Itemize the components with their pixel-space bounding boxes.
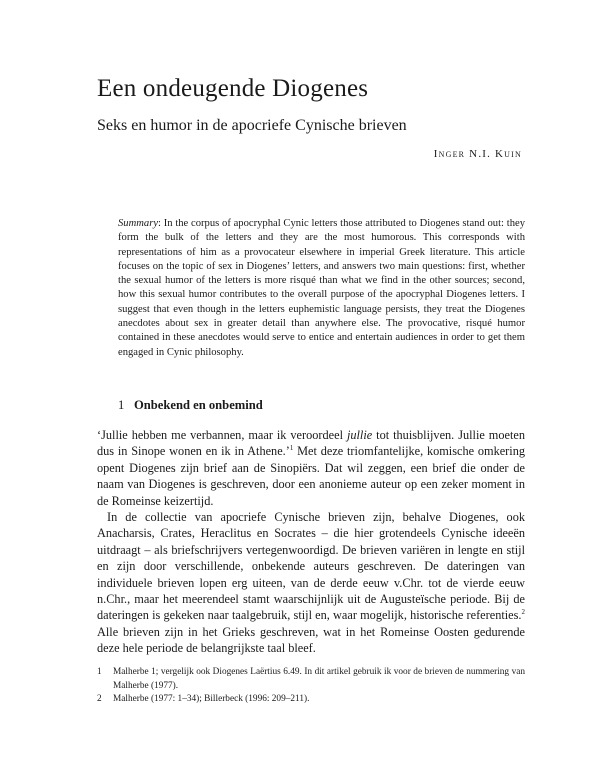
article-subtitle: Seks en humor in de apocriefe Cynische brieven [97, 117, 407, 134]
footnote-number: 2 [97, 694, 102, 704]
footnote-ref-2[interactable]: 2 [521, 608, 525, 617]
footnote [97, 693, 525, 707]
paragraph-1 [97, 427, 525, 509]
article-author: Inger N.I. Kuin [433, 148, 522, 160]
footnote-ref-1[interactable]: 1 [289, 444, 294, 453]
section-heading [118, 398, 263, 413]
emphasis: jullie [346, 428, 373, 442]
footnotes [97, 666, 525, 707]
article-title: Een ondeugende Diogenes [97, 75, 369, 102]
text-run: tot thuisblijven. Jullie moeten dus in Sinope wonen en ik in Athene.’ [97, 428, 525, 459]
footnote-text: Malherbe (1977: 1–34); Billerbeck (1996: 209–211). [113, 694, 310, 704]
text-run: In de collectie van apocriefe Cynische brieven zijn, behalve Diogenes, ook Anacharsis, Crates, Heraclitus en Socrates – die hier grotendeels Cynische ideeën uitdraagt – als briefschrijvers vertegenwoordigd. De brieven variëren in lengte en stijl en zijn door verschillende, onbekende auteurs geschreven. De dateringen van individuele brieven lopen erg uiteen, van de derde eeuw v.Chr. tot de vierde eeuw n.Chr., maar het meerendeel stamt waarschijnlijk uit de Augusteïsche periode. Bij de dateringen is gekeken naar taalgebruik, stijl en, waar mogelijk, historische referenties. [97, 510, 525, 623]
paragraph-2 [97, 509, 525, 657]
footnote-text: Malherbe 1; vergelijk ook Diogenes Laërtius 6.49. In dit artikel gebruik ik voor de brieven de nummering van Malherbe (1977). [113, 667, 525, 691]
text-run: Met deze triomfantelijke, komische omkering opent Diogenes zijn brief aan de Sinopiërs. Dat wil zeggen, een brief die onder de naam van Diogenes is geschreven, door een anonieme auteur op een zeker moment in de Romeinse keizertijd. [97, 444, 525, 508]
text-run: Alle brieven zijn in het Grieks geschreven, wat in het Romeinse Oosten gedurende deze hele periode de belangrijkste taal bleef. [97, 624, 525, 656]
summary-text: : In the corpus of apocryphal Cynic letters those attributed to Diogenes stand out: they form the bulk of the letters and they are the most humorous. This corresponds with representations of him as a provocateur elsewhere in imperial Greek literature. This article focuses on the topic of sex in Diogenes’ letters, and answers two main questions: first, whether the sexual humor of the letters is more risqué than what we find in the other sources; second, how this sexual humor contributes to the overall purpose of the apocryphal Diogenes letters. I suggest that even though in the letters euphemistic language persists, they treat the Diogenes anecdotes about sex in greater detail than anywhere else. The provocative, risqué humor contained in these anecdotes would serve to entice and entertain audiences in order to get them engaged in Cynic philosophy. [118, 218, 525, 358]
footnote-number: 1 [97, 667, 102, 677]
text-run: ‘Jullie hebben me verbannen, maar ik veroordeel [97, 428, 347, 442]
summary-label: Summary [118, 218, 159, 229]
section-title: Onbekend en onbemind [134, 398, 263, 412]
summary-block [118, 217, 525, 360]
body-text [97, 427, 525, 657]
footnote [97, 666, 525, 693]
section-number: 1 [118, 398, 125, 412]
